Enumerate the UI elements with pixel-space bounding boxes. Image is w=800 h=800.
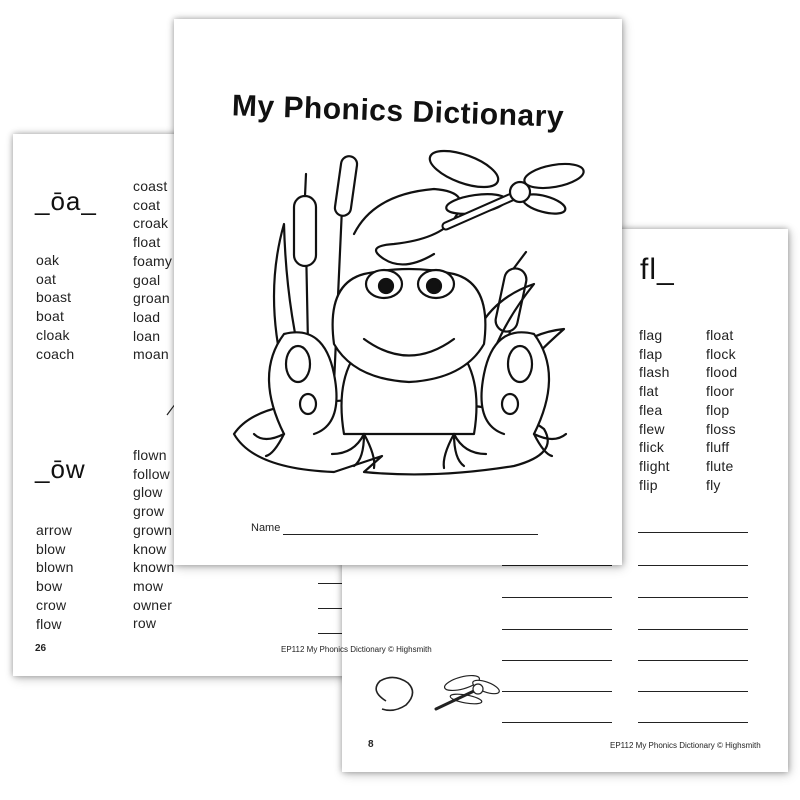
- word-item: grow: [133, 503, 165, 520]
- writing-line: [502, 722, 612, 723]
- word-item: flock: [706, 345, 736, 362]
- writing-line: [502, 660, 612, 661]
- writing-line: [638, 660, 748, 661]
- word-item: oat: [36, 270, 57, 287]
- word-item: flown: [133, 447, 167, 463]
- word-item: flood: [706, 364, 738, 381]
- word-item: floss: [706, 420, 736, 437]
- word-item: blown: [36, 559, 74, 576]
- word-item: moan: [133, 346, 169, 363]
- word-item: flew: [639, 420, 665, 437]
- word-item: fluff: [706, 439, 730, 456]
- word-item: groan: [133, 290, 170, 307]
- word-item: coast: [133, 178, 168, 194]
- frog-illustration: [214, 134, 604, 504]
- word-item: float: [706, 327, 734, 343]
- word-item: flea: [639, 401, 663, 418]
- word-item: foamy: [133, 252, 173, 269]
- writing-line: [638, 565, 748, 566]
- word-item: flip: [639, 476, 658, 493]
- word-item: flick: [639, 439, 665, 456]
- word-item: croak: [133, 215, 169, 232]
- word-item: mow: [133, 577, 164, 594]
- word-item: boast: [36, 289, 72, 306]
- word-item: grown: [133, 521, 173, 538]
- word-item: loan: [133, 327, 161, 344]
- word-item: know: [133, 540, 167, 557]
- name-label: Name: [251, 522, 281, 534]
- word-item: float: [133, 234, 161, 251]
- name-line: [283, 534, 538, 535]
- ow-pattern-header: _ōw: [35, 454, 86, 484]
- writing-line: [502, 565, 612, 566]
- cover-footer: EP112 My Phonics Dictionary © Highsmith: [281, 645, 432, 654]
- word-item: glow: [133, 484, 163, 501]
- word-item: goal: [133, 271, 161, 288]
- writing-line: [638, 722, 748, 723]
- cover-page: [174, 19, 622, 565]
- word-item: flute: [706, 457, 734, 474]
- word-item: load: [133, 308, 161, 325]
- word-item: bow: [36, 578, 63, 595]
- word-item: flat: [639, 383, 659, 400]
- writing-line: [638, 691, 748, 692]
- word-item: follow: [133, 465, 170, 482]
- writing-line: [502, 629, 612, 630]
- word-item: floor: [706, 383, 735, 400]
- word-item: boat: [36, 308, 65, 325]
- word-item: flash: [639, 364, 670, 381]
- fl-pattern-header: fl_: [640, 253, 675, 286]
- right-page-footer: EP112 My Phonics Dictionary © Highsmith: [610, 741, 761, 750]
- writing-line: [638, 532, 748, 533]
- word-item: flight: [639, 457, 670, 474]
- small-dragonfly-drawing: [366, 669, 506, 719]
- word-item: known: [133, 559, 175, 576]
- writing-line: [502, 691, 612, 692]
- word-item: cloak: [36, 326, 70, 343]
- word-item: coat: [133, 196, 161, 213]
- word-item: coach: [36, 345, 75, 362]
- word-item: row: [133, 615, 157, 632]
- writing-line: [638, 629, 748, 630]
- writing-line: [502, 597, 612, 598]
- word-item: flag: [639, 327, 663, 343]
- word-item: crow: [36, 596, 67, 613]
- cover-title: My Phonics Dictionary: [231, 89, 565, 134]
- page-number-26: 26: [35, 643, 47, 654]
- word-item: oak: [36, 252, 60, 268]
- word-item: flap: [639, 345, 663, 362]
- word-item: blow: [36, 540, 66, 557]
- word-item: flow: [36, 615, 62, 632]
- page-number-8: 8: [368, 739, 374, 750]
- word-item: owner: [133, 596, 173, 613]
- word-item: fly: [706, 476, 721, 493]
- oa-pattern-header: _ōa_: [35, 186, 97, 216]
- writing-line: [638, 597, 748, 598]
- word-item: flop: [706, 401, 730, 418]
- word-item: arrow: [36, 522, 73, 538]
